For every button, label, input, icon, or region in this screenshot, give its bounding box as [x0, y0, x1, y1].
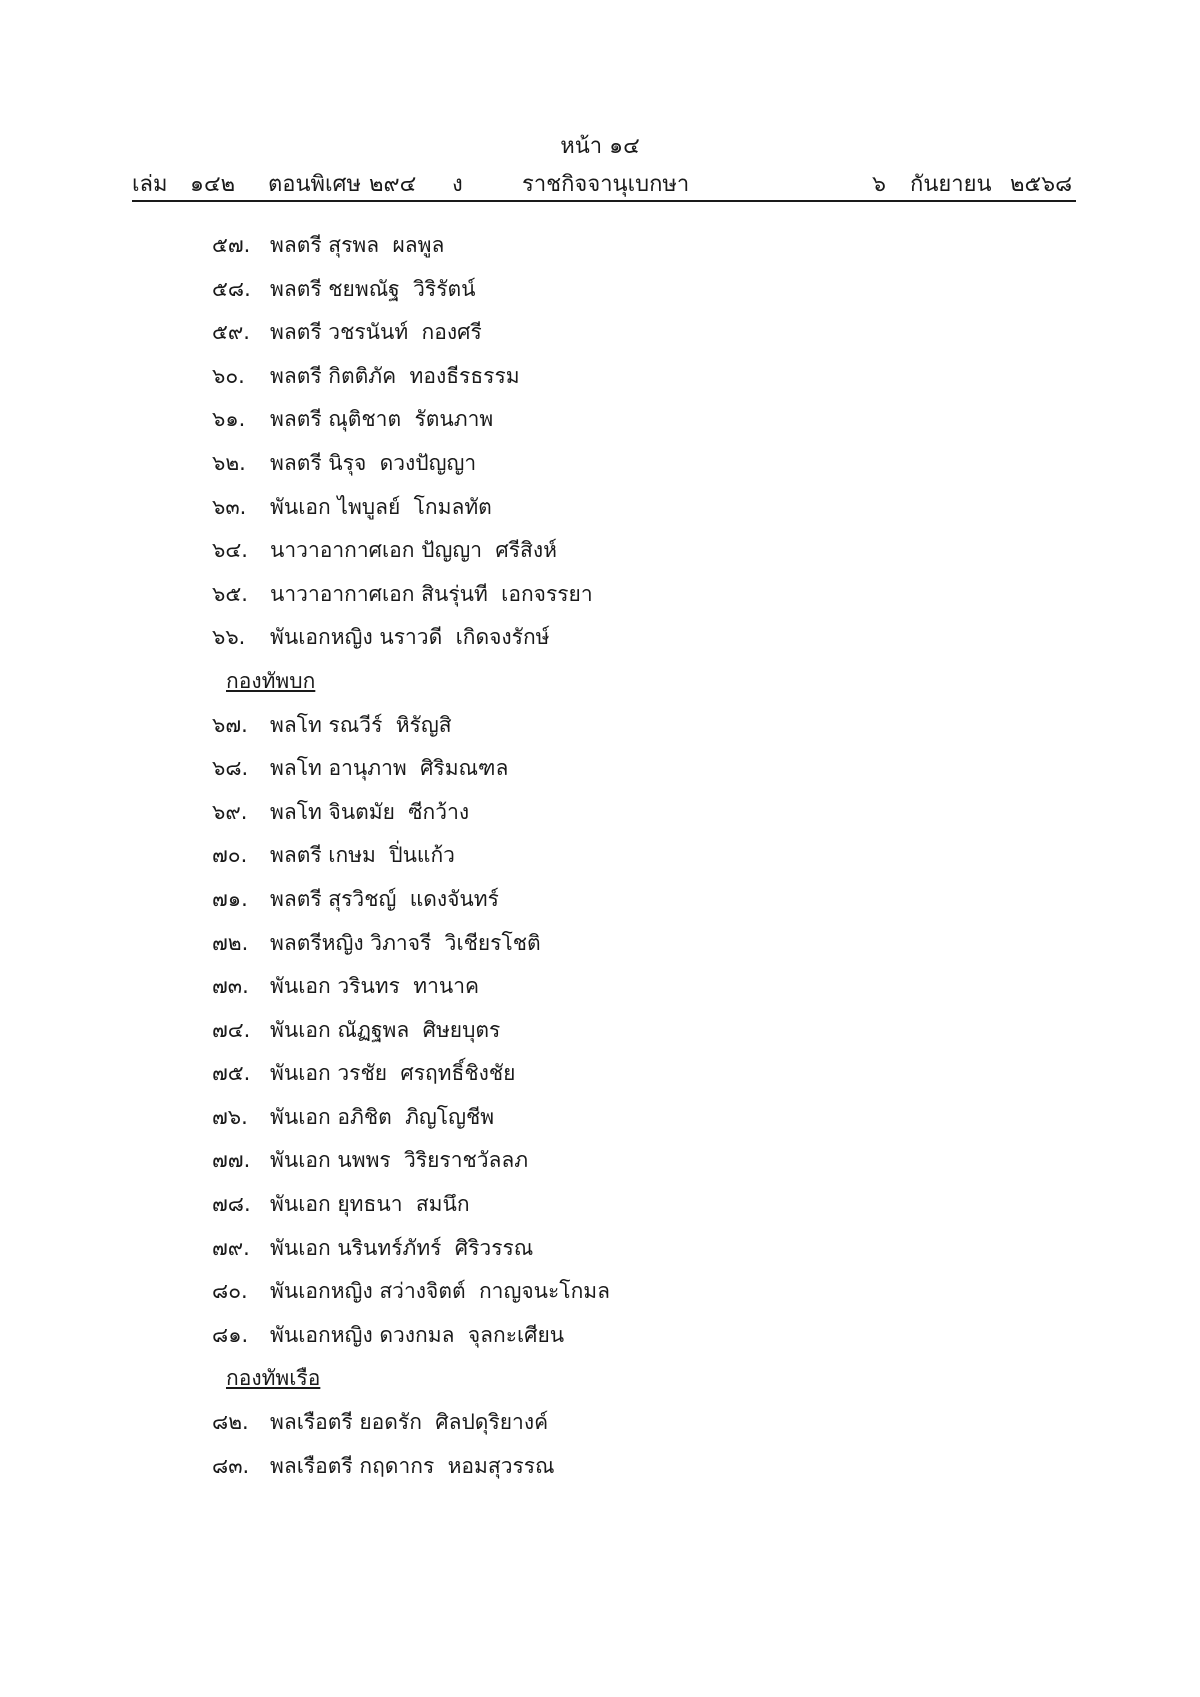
person-name: พลตรีหญิง วิภาจรี วิเชียรโชติ	[270, 930, 541, 955]
item-number: ๖๓.	[212, 494, 247, 519]
date-year: ๒๕๖๘	[1010, 172, 1073, 197]
list-item	[0, 747, 1200, 791]
person-name: พลตรี นิรุจ ดวงปัญญา	[270, 450, 477, 475]
person-name: พันเอก นรินทร์ภัทร์ ศิริวรรณ	[270, 1235, 534, 1260]
person-name: พันเอกหญิง ดวงกมล จุลกะเศียน	[270, 1322, 565, 1347]
list-item	[0, 1314, 1200, 1358]
item-number: ๖๘.	[212, 756, 249, 781]
volume-number: ๑๔๒	[190, 172, 236, 197]
list-item	[0, 1009, 1200, 1053]
person-name: พันเอกหญิง สว่างจิตต์ กาญจนะโกมล	[270, 1279, 610, 1304]
list-item	[0, 355, 1200, 399]
item-number: ๗๒.	[212, 930, 249, 955]
list-item	[0, 486, 1200, 530]
list-item	[0, 268, 1200, 312]
date-day: ๖	[872, 172, 886, 197]
list-item	[0, 1227, 1200, 1271]
item-number: ๖๔.	[212, 538, 248, 563]
item-number: ๘๐.	[212, 1279, 248, 1304]
item-number: ๘๓.	[212, 1453, 250, 1478]
list-item	[0, 529, 1200, 573]
item-number: ๖๒.	[212, 450, 246, 475]
item-number: ๗๘.	[212, 1192, 251, 1217]
item-number: ๖๗.	[212, 712, 248, 737]
person-name: นาวาอากาศเอก สินรุ่นที เอกจรรยา	[270, 581, 593, 606]
item-number: ๗๗.	[212, 1148, 251, 1173]
list-item	[0, 1052, 1200, 1096]
header-rule	[132, 200, 1076, 202]
section-number: ๒๙๔	[369, 172, 417, 197]
volume-label: เล่ม	[132, 172, 168, 197]
person-name: พลตรี เกษม ปิ่นแก้ว	[270, 843, 455, 868]
list-item	[0, 1401, 1200, 1445]
person-name: พลตรี สุรวิชญ์ แดงจันทร์	[270, 886, 499, 911]
item-number: ๖๐.	[212, 363, 245, 388]
list-item	[0, 1139, 1200, 1183]
item-number: ๕๗.	[212, 233, 251, 257]
item-number: ๖๖.	[212, 625, 246, 650]
page-number: หน้า ๑๔	[560, 134, 640, 159]
item-number: ๗๑.	[212, 886, 248, 911]
name-list	[0, 224, 1200, 1488]
item-number: ๘๑.	[212, 1322, 249, 1347]
person-name: พันเอก ไพบูลย์ โกมลทัต	[270, 494, 492, 519]
list-item	[0, 1183, 1200, 1227]
gazette-title: ราชกิจจานุเบกษา	[522, 172, 690, 197]
item-number: ๕๙.	[212, 320, 250, 345]
date-month: กันยายน	[910, 172, 992, 197]
list-item	[0, 1096, 1200, 1140]
list-item	[0, 922, 1200, 966]
section-label: ตอนพิเศษ	[268, 172, 362, 197]
list-item	[0, 442, 1200, 486]
person-name: พันเอก วรชัย ศรฤทธิ์ชิงชัย	[270, 1061, 516, 1086]
person-name: พลโท จินตมัย ซีกว้าง	[270, 799, 470, 824]
person-name: นาวาอากาศเอก ปัญญา ศรีสิงห์	[270, 538, 557, 563]
list-item	[0, 1270, 1200, 1314]
list-item	[0, 791, 1200, 835]
item-number: ๖๕.	[212, 581, 248, 606]
section-suffix: ง	[452, 172, 463, 197]
section-heading	[0, 1357, 1200, 1401]
person-name: พลตรี กิตติภัค ทองธีรธรรม	[270, 363, 520, 388]
person-name: พลเรือตรี ยอดรัก ศิลปดุริยางค์	[270, 1410, 549, 1435]
list-item	[0, 573, 1200, 617]
person-name: พันเอก วรินทร ทานาค	[270, 974, 480, 999]
person-name: พลตรี ณุติชาต รัตนภาพ	[270, 407, 494, 432]
section-title: กองทัพเรือ	[226, 1366, 321, 1391]
person-name: พลตรี ชยพณัฐ วิริรัตน์	[270, 276, 476, 301]
list-item	[0, 704, 1200, 748]
list-item	[0, 965, 1200, 1009]
item-number: ๗๙.	[212, 1235, 250, 1260]
item-number: ๗๕.	[212, 1061, 251, 1086]
list-item	[0, 224, 1200, 268]
person-name: พันเอก นพพร วิริยราชวัลลภ	[270, 1148, 529, 1173]
section-title: กองทัพบก	[226, 668, 316, 693]
list-item	[0, 311, 1200, 355]
list-item	[0, 1445, 1200, 1489]
list-item	[0, 834, 1200, 878]
person-name: พันเอก อภิชิต ภิญโญชีพ	[270, 1104, 495, 1129]
person-name: พลเรือตรี กฤดากร หอมสุวรรณ	[270, 1453, 555, 1478]
item-number: ๘๒.	[212, 1410, 249, 1435]
person-name: พลตรี วชรนันท์ กองศรี	[270, 320, 482, 345]
person-name: พันเอก ยุทธนา สมนึก	[270, 1192, 470, 1217]
section-heading	[0, 660, 1200, 704]
person-name: พันเอกหญิง นราวดี เกิดจงรักษ์	[270, 625, 550, 650]
gazette-header	[132, 166, 1076, 200]
list-item	[0, 398, 1200, 442]
list-item	[0, 878, 1200, 922]
item-number: ๗๔.	[212, 1017, 251, 1042]
item-number: ๕๘.	[212, 276, 251, 301]
item-number: ๗๖.	[212, 1104, 248, 1129]
person-name: พลตรี สุรพล ผลพูล	[270, 233, 445, 257]
item-number: ๗๐.	[212, 843, 248, 868]
item-number: ๖๑.	[212, 407, 246, 432]
person-name: พันเอก ณัฏฐพล ศิษยบุตร	[270, 1017, 501, 1042]
person-name: พลโท รณวีร์ หิรัญสิ	[270, 712, 452, 737]
item-number: ๗๓.	[212, 974, 249, 999]
person-name: พลโท อานุภาพ ศิริมณฑล	[270, 756, 509, 781]
item-number: ๖๙.	[212, 799, 248, 824]
list-item	[0, 616, 1200, 660]
